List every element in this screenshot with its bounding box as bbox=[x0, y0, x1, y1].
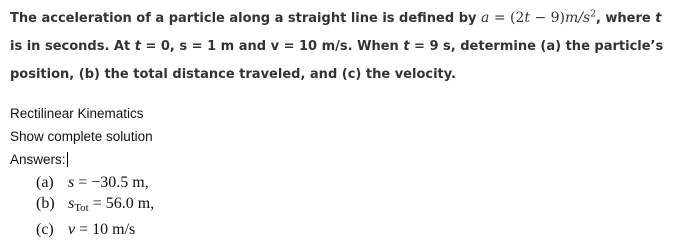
acceleration-equation: $a = (2t - 9)m/s^2$ bbox=[481, 9, 596, 26]
answer-variable: s bbox=[68, 174, 75, 191]
answer-value: = −30.5 m, bbox=[74, 174, 149, 191]
problem-text-3: is in seconds. At bbox=[10, 39, 135, 54]
answer-value: = 56.0 m, bbox=[88, 195, 155, 212]
answer-b bbox=[36, 193, 154, 219]
answer-label: (c) bbox=[36, 221, 54, 238]
problem-text-1: The acceleration of a particle along a straight line is defined by bbox=[10, 11, 482, 26]
topic-line: Rectilinear Kinematics bbox=[10, 106, 144, 121]
t-symbol: t bbox=[403, 39, 410, 54]
answers-line[interactable] bbox=[10, 148, 153, 171]
answers-list bbox=[36, 172, 154, 240]
answer-a bbox=[36, 172, 154, 193]
answer-c bbox=[36, 219, 154, 240]
text-cursor bbox=[67, 152, 68, 167]
answer-value: = 10 m/s bbox=[75, 221, 136, 238]
problem-text-5: = 9 s, determine (a) the particle’s position, (b) the total distance traveled, and (c) the velocity. bbox=[10, 39, 664, 82]
answer-label: (a) bbox=[36, 174, 54, 191]
instruction-line: Show complete solution bbox=[10, 129, 153, 144]
t-symbol: t bbox=[134, 39, 141, 54]
answer-subscript: Tot bbox=[74, 202, 89, 214]
answer-variable: v bbox=[68, 221, 76, 238]
problem-text-2: , where bbox=[595, 11, 656, 26]
answer-label: (b) bbox=[36, 195, 55, 212]
t-symbol: t bbox=[655, 11, 662, 26]
answers-label: Answers: bbox=[10, 152, 66, 167]
problem-text-4: = 0, s = 1 m and v = 10 m/s. When bbox=[140, 39, 404, 54]
answer-variable: s bbox=[68, 195, 75, 212]
problem-statement bbox=[10, 4, 678, 89]
notes-section[interactable] bbox=[10, 102, 153, 171]
